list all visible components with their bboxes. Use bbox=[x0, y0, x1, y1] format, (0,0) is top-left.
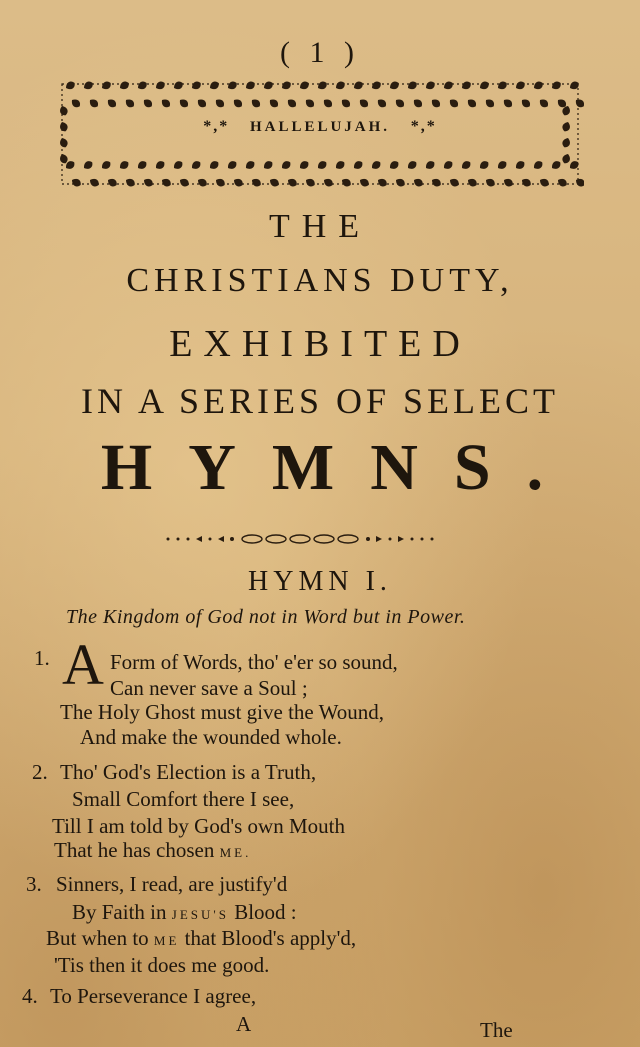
ornament-stars-right: *,* bbox=[410, 118, 437, 135]
vine-leaf bbox=[208, 159, 220, 171]
vine-leaf bbox=[178, 177, 190, 188]
vine-leaf bbox=[556, 177, 568, 188]
vine-leaf bbox=[70, 97, 82, 109]
vine-leaf bbox=[244, 80, 256, 91]
verse2-line1: Tho' God's Election is a Truth, bbox=[60, 760, 317, 784]
vine-leaf bbox=[178, 97, 190, 109]
vine-leaf bbox=[88, 177, 100, 188]
vine-leaf bbox=[268, 97, 280, 109]
vine-leaf bbox=[358, 177, 370, 188]
vine-leaf bbox=[250, 177, 262, 188]
verse3-line3-a: But when to bbox=[46, 926, 154, 950]
vine-leaf bbox=[340, 177, 352, 188]
vine-leaf bbox=[286, 97, 298, 109]
vine-leaf bbox=[304, 97, 316, 109]
vine-leaf bbox=[268, 177, 280, 188]
vine-leaf bbox=[406, 80, 418, 91]
vine-leaf bbox=[214, 177, 226, 188]
vine-leaf bbox=[226, 80, 238, 91]
vine-leaf bbox=[442, 80, 454, 91]
vine-leaf bbox=[262, 80, 274, 91]
verse4-line1: To Perseverance I agree, bbox=[50, 984, 257, 1008]
vine-leaf bbox=[424, 159, 436, 171]
verse3-line4: 'Tis then it does me good. bbox=[54, 953, 270, 977]
vine-leaf bbox=[160, 97, 172, 109]
vine-leaf bbox=[520, 177, 532, 188]
vine-leaf bbox=[370, 80, 382, 91]
vine-leaf bbox=[100, 159, 112, 171]
vine-leaf bbox=[574, 97, 584, 109]
vine-leaf bbox=[322, 97, 334, 109]
verse3-line2-jesus: JESU'S bbox=[171, 907, 229, 922]
vine-leaf bbox=[118, 159, 130, 171]
title-line-hymns: HYMNS. bbox=[100, 431, 580, 504]
vine-leaf bbox=[574, 177, 584, 188]
vine-leaf bbox=[226, 159, 238, 171]
verse3-line2-c: Blood : bbox=[228, 900, 297, 924]
vine-leaf bbox=[460, 80, 472, 91]
vine-leaf bbox=[286, 177, 298, 188]
vine-leaf bbox=[70, 177, 82, 188]
vine-leaf bbox=[376, 97, 388, 109]
vine-leaf bbox=[484, 177, 496, 188]
vine-leaf bbox=[466, 97, 478, 109]
vine-leaf bbox=[106, 177, 118, 188]
vine-leaf bbox=[550, 159, 562, 171]
vine-leaf bbox=[304, 177, 316, 188]
hymn-subtitle: The Kingdom of God not in Word but in Power. bbox=[66, 606, 466, 628]
verse3-line2 bbox=[72, 900, 297, 925]
vine-leaf bbox=[196, 97, 208, 109]
vine-leaf bbox=[154, 80, 166, 91]
verse2-line4-me: ME. bbox=[219, 845, 252, 860]
vine-leaf bbox=[406, 159, 418, 171]
vine-leaf bbox=[448, 177, 460, 188]
vine-leaf bbox=[298, 159, 310, 171]
vine-leaf bbox=[190, 159, 202, 171]
vine-leaf bbox=[394, 177, 406, 188]
vine-leaf bbox=[58, 105, 68, 117]
page-number: ( 1 ) bbox=[280, 36, 360, 69]
vine-leaf bbox=[244, 159, 256, 171]
vine-leaf bbox=[496, 80, 508, 91]
vine-leaf bbox=[532, 80, 544, 91]
vine-leaf bbox=[160, 177, 172, 188]
vine-leaf bbox=[172, 80, 184, 91]
verse-number-1: 1. bbox=[34, 646, 50, 670]
vine-leaf bbox=[561, 137, 571, 149]
vine-leaf bbox=[412, 97, 424, 109]
vine-leaf bbox=[538, 97, 550, 109]
decorative-divider bbox=[160, 528, 440, 550]
verse3-line2-a: By Faith in bbox=[72, 900, 172, 924]
verse-number-2: 2. bbox=[32, 760, 48, 784]
verse3-line3-me: ME bbox=[153, 933, 180, 948]
vine-leaf bbox=[262, 159, 274, 171]
vine-leaf bbox=[478, 159, 490, 171]
vine-leaf bbox=[430, 177, 442, 188]
vine-leaf bbox=[496, 159, 508, 171]
verse2-line4-text: That he has chosen bbox=[54, 838, 220, 862]
vine-leaf bbox=[502, 177, 514, 188]
vine-leaf bbox=[388, 159, 400, 171]
vine-leaf bbox=[190, 80, 202, 91]
vine-leaf bbox=[154, 159, 166, 171]
vine-leaf bbox=[442, 159, 454, 171]
ornament-stars-left: *,* bbox=[203, 118, 230, 135]
vine-leaf bbox=[250, 97, 262, 109]
vine-leaf bbox=[352, 159, 364, 171]
vine-leaf bbox=[100, 80, 112, 91]
vine-leaf bbox=[82, 159, 94, 171]
vine-leaf bbox=[358, 97, 370, 109]
verse1-line3: The Holy Ghost must give the Wound, bbox=[60, 700, 384, 724]
vine-leaf bbox=[550, 80, 562, 91]
vine-leaf bbox=[142, 97, 154, 109]
vine-leaf bbox=[316, 159, 328, 171]
vine-leaf bbox=[316, 80, 328, 91]
vine-leaf bbox=[196, 177, 208, 188]
vine-leaf bbox=[322, 177, 334, 188]
vine-leaf bbox=[232, 97, 244, 109]
vine-leaf bbox=[424, 80, 436, 91]
vine-leaf bbox=[538, 177, 550, 188]
vine-leaf bbox=[136, 159, 148, 171]
hallelujah-text: HALLELUJAH. bbox=[249, 119, 391, 135]
vine-leaf bbox=[370, 159, 382, 171]
vine-leaf bbox=[64, 80, 76, 91]
vine-leaf bbox=[82, 80, 94, 91]
hymn-heading: HYMN I. bbox=[248, 566, 392, 597]
catchword: The bbox=[480, 1018, 513, 1042]
vine-leaf bbox=[412, 177, 424, 188]
verse3-line1: Sinners, I read, are justify'd bbox=[56, 872, 288, 896]
vine-leaf bbox=[280, 80, 292, 91]
vine-leaf bbox=[514, 159, 526, 171]
verse-number-4: 4. bbox=[22, 984, 38, 1008]
vine-leaf bbox=[232, 177, 244, 188]
vine-leaf bbox=[376, 177, 388, 188]
vine-leaf bbox=[561, 153, 571, 165]
title-line-the: THE bbox=[268, 208, 372, 245]
vine-leaf bbox=[124, 177, 136, 188]
vine-leaf bbox=[142, 177, 154, 188]
verse2-line3: Till I am told by God's own Mouth bbox=[52, 814, 345, 838]
verse1-line1: Form of Words, tho' e'er so sound, bbox=[110, 650, 398, 674]
vine-leaf bbox=[340, 97, 352, 109]
vine-leaf bbox=[520, 97, 532, 109]
vine-leaf bbox=[58, 137, 68, 149]
vine-leaf bbox=[88, 97, 100, 109]
verse2-line4 bbox=[54, 838, 251, 863]
vine-leaf bbox=[106, 97, 118, 109]
vine-leaf bbox=[484, 97, 496, 109]
vine-leaf bbox=[118, 80, 130, 91]
vine-leaf bbox=[514, 80, 526, 91]
vine-leaf bbox=[568, 80, 580, 91]
title-line-christians-duty: CHRISTIANS DUTY, bbox=[126, 262, 514, 299]
vine-leaf bbox=[430, 97, 442, 109]
vine-leaf bbox=[532, 159, 544, 171]
drop-cap: A bbox=[62, 632, 104, 697]
vine-leaf bbox=[460, 159, 472, 171]
vine-leaf bbox=[334, 80, 346, 91]
vine-leaf bbox=[394, 97, 406, 109]
vine-leaf bbox=[502, 97, 514, 109]
vine-leaf bbox=[352, 80, 364, 91]
signature-mark: A bbox=[236, 1012, 252, 1036]
vine-leaf bbox=[298, 80, 310, 91]
vine-leaf bbox=[172, 159, 184, 171]
verse3-line3-c: that Blood's apply'd, bbox=[179, 926, 357, 950]
verse3-line3 bbox=[46, 926, 356, 951]
verse1-line2: Can never save a Soul ; bbox=[110, 676, 308, 700]
vine-leaf bbox=[208, 80, 220, 91]
verse2-line2: Small Comfort there I see, bbox=[72, 787, 295, 811]
verse-number-3: 3. bbox=[26, 872, 42, 896]
vine-leaf bbox=[448, 97, 460, 109]
title-line-series: IN A SERIES OF SELECT bbox=[80, 381, 560, 421]
vine-leaf bbox=[136, 80, 148, 91]
hallelujah-header bbox=[56, 118, 584, 136]
vine-leaf bbox=[280, 159, 292, 171]
vine-leaf bbox=[334, 159, 346, 171]
verse1-line4: And make the wounded whole. bbox=[80, 725, 342, 749]
vine-leaf bbox=[388, 80, 400, 91]
title-line-exhibited: EXHIBITED bbox=[169, 323, 471, 365]
vine-leaf bbox=[214, 97, 226, 109]
vine-leaf bbox=[466, 177, 478, 188]
vine-leaf bbox=[478, 80, 490, 91]
vine-leaf bbox=[124, 97, 136, 109]
